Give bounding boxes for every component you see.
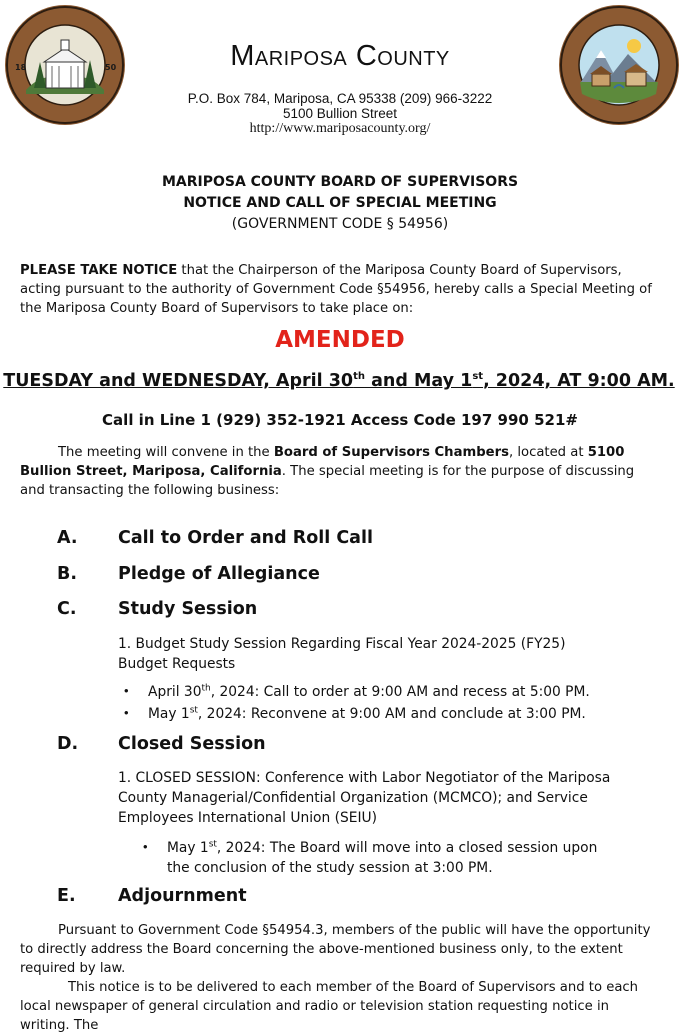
bullet-glyph: • (124, 683, 129, 698)
document-title-line-2: NOTICE AND CALL OF SPECIAL MEETING (183, 195, 497, 211)
section-e-letter: E. (57, 886, 76, 906)
section-e-title: Adjournment (118, 886, 247, 906)
notice-lead: PLEASE TAKE NOTICE (20, 263, 178, 278)
section-a-letter: A. (57, 528, 78, 548)
convene-paragraph: The meeting will convene in the Board of Supervisors Chambers, located at 5100 Bullion Street, Mariposa, California. The special meeting is for the purpose of discussing and transacting the following business: (20, 445, 635, 498)
amended-label: AMENDED (275, 327, 405, 353)
closed-session-bullet-1: May 1st, 2024: The Board will move into a closed session upon the conclusion of the study session at 3:00 PM. (167, 839, 598, 876)
bullet-glyph: • (124, 705, 129, 720)
meeting-dates: TUESDAY and WEDNESDAY, April 30th and May 1st, 2024, AT 9:00 AM. (3, 371, 675, 391)
svg-text:18: 18 (15, 63, 27, 72)
document-title-line-3: (GOVERNMENT CODE § 54956) (231, 216, 449, 232)
svg-text:50: 50 (105, 63, 117, 72)
call-in-line: Call in Line 1 (929) 352-1921 Access Code 197 990 521# (102, 411, 578, 429)
section-c-letter: C. (57, 599, 77, 619)
section-c-title: Study Session (118, 599, 258, 619)
study-session-bullet-2: May 1st, 2024: Reconvene at 9:00 AM and conclude at 3:00 PM. (148, 705, 586, 722)
website-link[interactable]: http://www.mariposacounty.org/ (249, 121, 431, 136)
public-comment-paragraph: Pursuant to Government Code §54954.3, members of the public will have the opportunity to directly address the Board concerning the above-mentioned business only, to the extent required by law. (20, 923, 651, 976)
study-session-item: 1. Budget Study Session Regarding Fiscal Year 2024-2025 (FY25) Budget Requests (118, 636, 566, 672)
section-d-letter: D. (57, 734, 79, 754)
section-d-title: Closed Session (118, 734, 266, 754)
study-session-bullet-1: April 30th, 2024: Call to order at 9:00 AM and recess at 5:00 PM. (148, 683, 590, 700)
section-b-title: Pledge of Allegiance (118, 564, 320, 584)
address-line-2: 5100 Bullion Street (282, 106, 398, 121)
organization-name: Mariposa County (230, 40, 450, 72)
closed-session-item: 1. CLOSED SESSION: Conference with Labor Negotiator of the Mariposa County Managerial/Confidential Organization (MCMCO); and Service Employees International Union (SEIU) (118, 770, 611, 826)
bullet-glyph: • (143, 839, 148, 854)
delivery-paragraph: This notice is to be delivered to each member of the Board of Supervisors and to each local newspaper of general circulation and radio or television station requesting notice in writing. The (20, 980, 639, 1033)
notice-text: that the Chairperson of the Mariposa County Board of Supervisors, acting pursuant to the authority of Government Code §54956, hereby calls a Special Meeting of the Mariposa County Board of Supervisors to take place on: (20, 263, 652, 316)
board-of-supervisors-seal-logo (556, 2, 680, 128)
section-b-letter: B. (57, 564, 77, 584)
address-line-1: P.O. Box 784, Mariposa, CA 95338 (209) 966-3222 (187, 91, 493, 106)
section-a-title: Call to Order and Roll Call (118, 528, 373, 548)
county-seal-logo (2, 2, 128, 128)
notice-paragraph (20, 261, 660, 318)
document-title-line-1: MARIPOSA COUNTY BOARD OF SUPERVISORS (161, 174, 519, 190)
